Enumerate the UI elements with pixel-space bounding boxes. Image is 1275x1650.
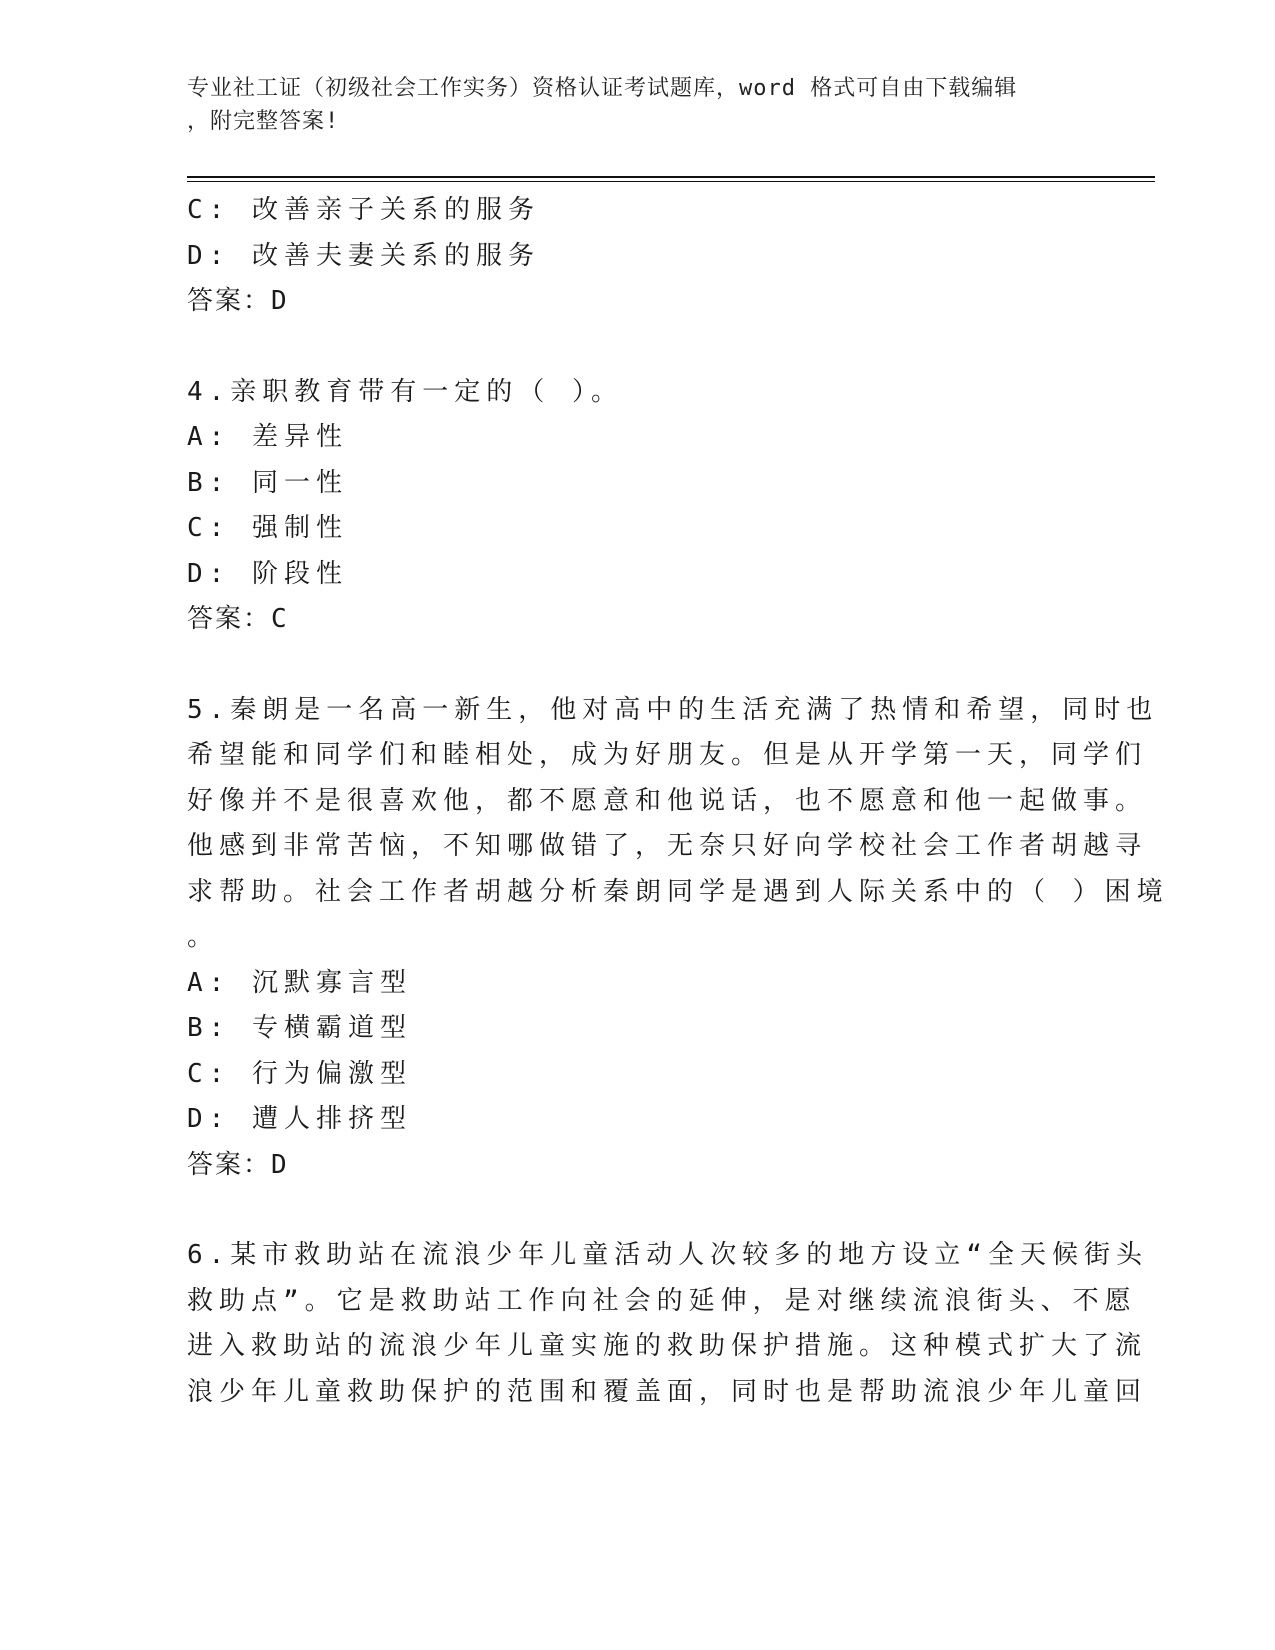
- question-stem-line: 6.某市救助站在流浪少年儿童活动人次较多的地方设立“全天候街头: [187, 1240, 1148, 1270]
- question-stem-line: 他感到非常苦恼，不知哪做错了，无奈只好向学校社会工作者胡越寻: [187, 831, 1148, 861]
- option-a: A: 差异性: [187, 422, 348, 452]
- answer: 答案：D: [187, 286, 289, 316]
- question-stem-line: 求帮助。社会工作者胡越分析秦朗同学是遇到人际关系中的（ ）困境: [187, 876, 1169, 907]
- question-5: [187, 688, 1169, 1189]
- page-header: [187, 72, 1067, 138]
- option-b: B: 专横霸道型: [187, 1013, 412, 1043]
- option-a: A: 沉默寡言型: [187, 967, 412, 998]
- question-list: [187, 188, 1169, 1415]
- option-b: B: 同一性: [187, 467, 348, 498]
- question-stem-line: 。: [187, 922, 220, 952]
- question-stem-line: 希望能和同学们和睦相处，成为好朋友。但是从开学第一天，同学们: [187, 740, 1148, 770]
- option-d: D: 改善夫妻关系的服务: [187, 240, 540, 271]
- question-stem-line: 浪少年儿童救助保护的范围和覆盖面，同时也是帮助流浪少年儿童回: [187, 1376, 1148, 1407]
- option-c: C: 强制性: [187, 513, 348, 543]
- answer: 答案：D: [187, 1149, 289, 1180]
- option-d: D: 遭人排挤型: [187, 1104, 412, 1134]
- question-4: [187, 370, 1087, 643]
- question-stem-line: 好像并不是很喜欢他，都不愿意和他说话，也不愿意和他一起做事。: [187, 785, 1148, 816]
- question-stem: 4.亲职教育带有一定的（ ）。: [187, 376, 623, 407]
- header-divider-thin: [187, 181, 1155, 182]
- option-c: C: 行为偏激型: [187, 1058, 412, 1089]
- answer: 答案：C: [187, 604, 289, 634]
- option-d: D: 阶段性: [187, 558, 348, 589]
- question-stem-line: 5.秦朗是一名高一新生，他对高中的生活充满了热情和希望，同时也: [187, 694, 1159, 725]
- question-stem-line: 救助点”。它是救助站工作向社会的延伸，是对继续流浪街头、不愿: [187, 1285, 1137, 1316]
- option-c: C: 改善亲子关系的服务: [187, 195, 540, 225]
- question-3-tail: [187, 188, 1087, 325]
- header-line-2: ，附完整答案!: [187, 109, 340, 134]
- header-divider-thick: [187, 176, 1155, 178]
- header-line-1: 专业社工证（初级社会工作实务）资格认证考试题库，word 格式可自由下载编辑: [187, 76, 1018, 101]
- question-stem-line: 进入救助站的流浪少年儿童实施的救助保护措施。这种模式扩大了流: [187, 1331, 1148, 1361]
- question-6: [187, 1233, 1148, 1415]
